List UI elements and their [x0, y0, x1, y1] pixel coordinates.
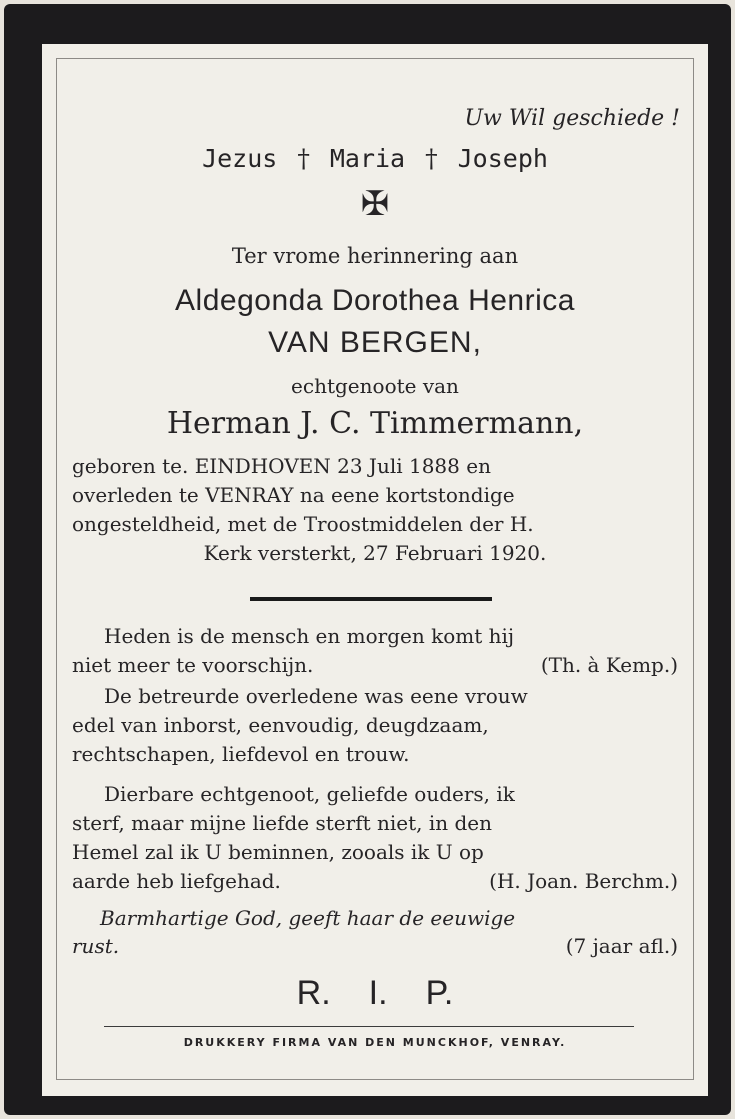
prayer-line: Barmhartige God, geeft haar de eeuwige: [100, 906, 516, 930]
quote-line: Heden is de mensch en morgen komt hij: [104, 624, 515, 648]
description-line: rechtschapen, liefdevol en trouw.: [72, 742, 410, 766]
indulgence-note: (7 jaar afl.): [565, 934, 678, 958]
bio-line: overleden te VENRAY na eene kortstondige: [72, 483, 515, 507]
separator-rule: [250, 597, 492, 601]
invocation: [42, 144, 708, 173]
bio-line: ongesteldheid, met de Troostmiddelen der H.: [72, 512, 534, 536]
quote-source: (Th. à Kemp.): [540, 653, 678, 677]
memorial-card: [4, 4, 731, 1115]
invocation-joseph: Joseph: [457, 144, 548, 173]
motto: Uw Wil geschiede !: [464, 106, 680, 131]
spouse-intro: echtgenoote van: [291, 374, 459, 398]
small-cross-icon: †: [297, 144, 310, 173]
farewell-line: Dierbare echtgenoot, geliefde ouders, ik: [104, 782, 515, 806]
deceased-surname: VAN BERGEN,: [268, 326, 482, 359]
invocation-maria: Maria: [329, 144, 406, 173]
description-line: edel van inborst, eenvoudig, deugdzaam,: [72, 713, 489, 737]
small-cross-icon: †: [425, 144, 438, 173]
deceased-given-names: Aldegonda Dorothea Henrica: [175, 284, 575, 317]
quote-line-with-source: [72, 653, 678, 677]
spouse-name: Herman J. C. Timmermann,: [166, 406, 584, 441]
printer-rule: [104, 1026, 634, 1027]
prayer-line: rust.: [72, 934, 120, 958]
prayer-line-with-indulgence: [72, 934, 678, 958]
farewell-line: Hemel zal ik U beminnen, zooals ik U op: [72, 840, 484, 864]
rip-i: I.: [368, 974, 388, 1012]
bio-line: Kerk versterkt, 27 Februari 1920.: [203, 541, 547, 565]
bio-line: geboren te. EINDHOVEN 23 Juli 1888 en: [72, 454, 491, 478]
rip-p: P.: [425, 974, 454, 1012]
farewell-line: aarde heb liefgehad.: [72, 869, 281, 893]
ornate-cross-icon: ✠: [360, 184, 390, 224]
rip-r: R.: [296, 974, 331, 1012]
invocation-jezus: Jezus: [202, 144, 278, 173]
farewell-line-with-source: [72, 869, 678, 893]
card-paper: [42, 44, 708, 1096]
description-line: De betreurde overledene was eene vrouw: [104, 684, 528, 708]
intro-text: Ter vrome herinnering aan: [231, 244, 519, 268]
farewell-source: (H. Joan. Berchm.): [489, 869, 678, 893]
quote-line: niet meer te voorschijn.: [72, 653, 314, 677]
farewell-line: sterf, maar mijne liefde sterft niet, in den: [72, 811, 493, 835]
rip-inscription: [42, 974, 708, 1013]
printer-credit: DRUKKERY FIRMA VAN DEN MUNCKHOF, VENRAY.: [183, 1036, 567, 1049]
